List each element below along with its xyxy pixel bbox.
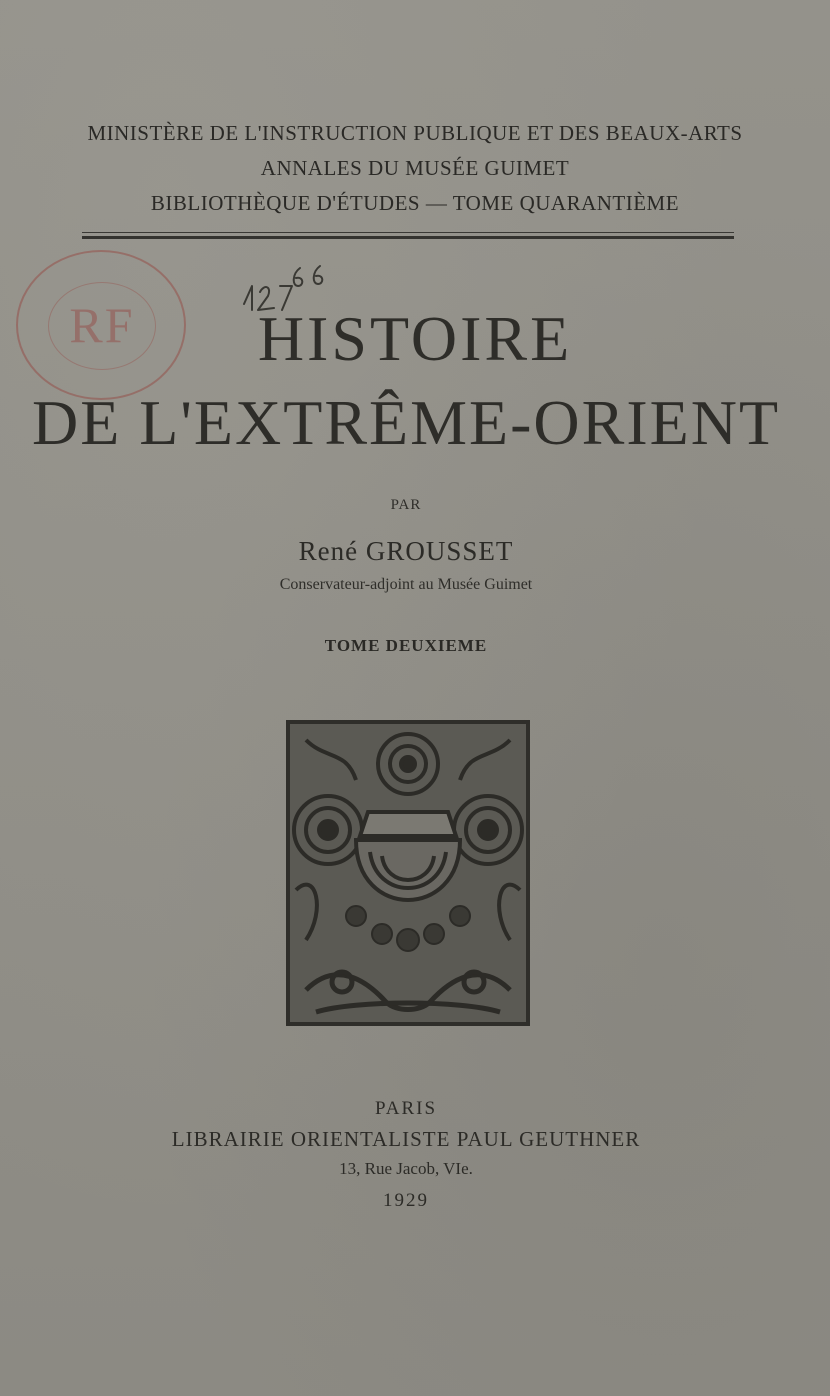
annals-line: ANNALES DU MUSÉE GUIMET: [260, 156, 570, 180]
author-name: René GROUSSET: [298, 536, 514, 566]
title-line-1: HISTOIRE: [257, 303, 573, 374]
stamp-monogram: RF: [69, 297, 135, 353]
title-line-2: DE L'EXTRÊME-ORIENT: [31, 387, 781, 458]
ministry-line: MINISTÈRE DE L'INSTRUCTION PUBLIQUE ET DES BEAUX-ARTS: [87, 121, 743, 145]
header-rule-thick: [82, 236, 734, 239]
series-header: [0, 116, 830, 221]
volume-label: TOME DEUXIEME: [324, 636, 488, 655]
imprint-address: 13, Rue Jacob, VIe.: [339, 1159, 473, 1178]
library-volume-line: BIBLIOTHÈQUE D'ÉTUDES — TOME QUARANTIÈME: [150, 191, 680, 215]
floral-vase-ornament-icon: [286, 720, 530, 1026]
author-role: Conservateur-adjoint au Musée Guimet: [279, 576, 533, 593]
imprint-year: 1929: [383, 1190, 429, 1211]
imprint-city: PARIS: [374, 1098, 438, 1119]
imprint: [0, 1094, 812, 1218]
imprint-publisher: LIBRAIRIE ORIENTALISTE PAUL GEUTHNER: [171, 1127, 641, 1151]
by-label: PAR: [390, 497, 422, 513]
header-rule-thin: [82, 232, 734, 233]
